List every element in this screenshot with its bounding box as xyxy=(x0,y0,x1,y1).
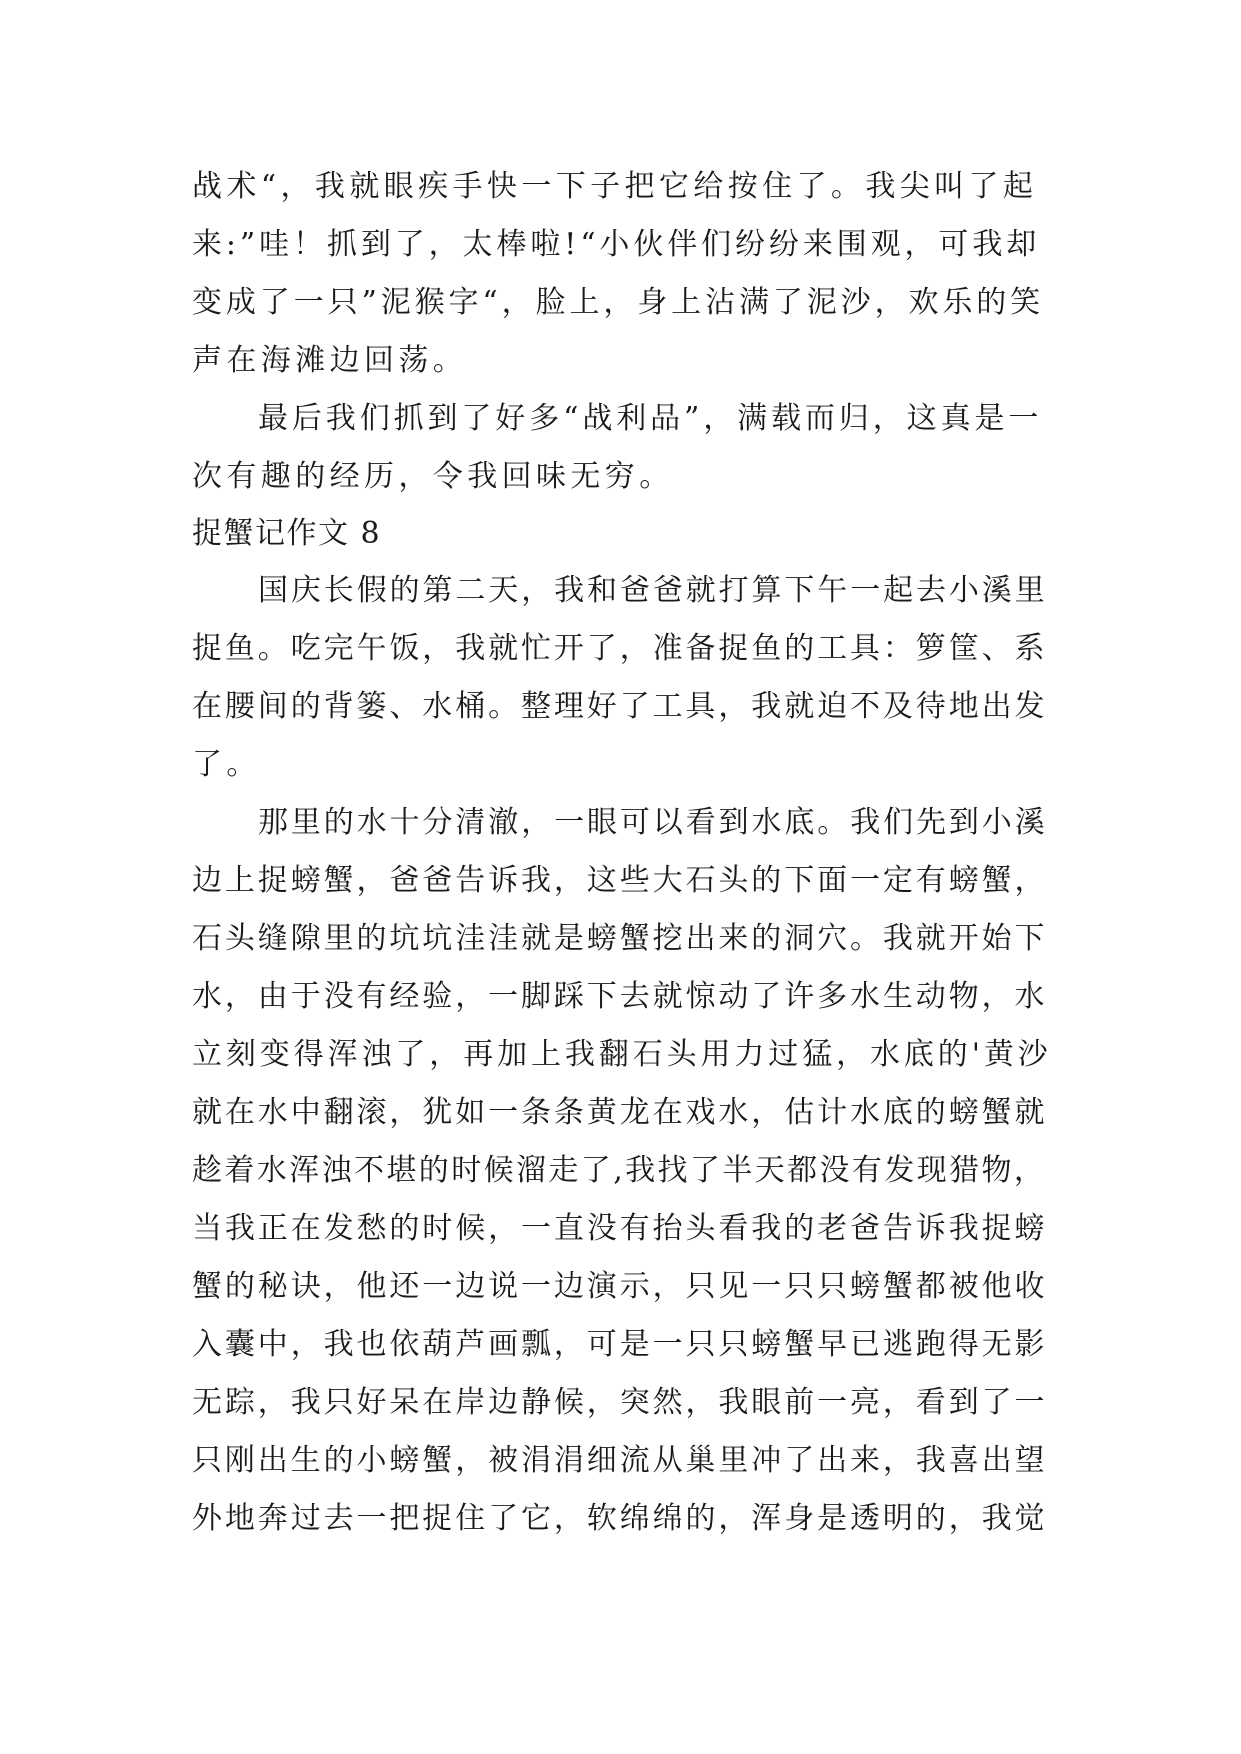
text-line: 外地奔过去一把捉住了它，软绵绵的，浑身是透明的，我觉 xyxy=(192,1501,1048,1536)
text-line: 趁着水浑浊不堪的时候溜走了,我找了半天都没有发现猎物， xyxy=(192,1153,1047,1188)
text-line: 无踪，我只好呆在岸边静候，突然，我眼前一亮，看到了一 xyxy=(192,1385,1048,1420)
paragraph-first-line: 国庆长假的第二天，我和爸爸就打算下午一起去小溪里 xyxy=(258,573,1048,608)
text-line: 声在海滩边回荡。 xyxy=(192,343,468,378)
text-line: 捉鱼。吃完午饭，我就忙开了，准备捉鱼的工具：箩筐、系 xyxy=(192,631,1048,666)
text-line: 立刻变得浑浊了，再加上我翻石头用力过猛，水底的'黄沙 xyxy=(192,1037,1052,1072)
text-line: 就在水中翻滚，犹如一条条黄龙在戏水，估计水底的螃蟹就 xyxy=(192,1095,1048,1130)
paragraph-first-line: 最后我们抓到了好多“战利品”，满载而归，这真是一 xyxy=(258,401,1043,436)
text-line: 战术“，我就眼疾手快一下子把它给按住了。我尖叫了起 xyxy=(192,169,1038,204)
text-line: 水，由于没有经验，一脚踩下去就惊动了许多水生动物，水 xyxy=(192,979,1048,1014)
text-line: 在腰间的背篓、水桶。整理好了工具，我就迫不及待地出发 xyxy=(192,689,1048,724)
text-line: 边上捉螃蟹，爸爸告诉我，这些大石头的下面一定有螃蟹， xyxy=(192,863,1048,898)
text-line: 只刚出生的小螃蟹，被涓涓细流从巢里冲了出来，我喜出望 xyxy=(192,1443,1048,1478)
text-line: 当我正在发愁的时候，一直没有抬头看我的老爸告诉我捉螃 xyxy=(192,1211,1048,1246)
section-heading: 捉蟹记作文 8 xyxy=(192,516,382,551)
text-line: 次有趣的经历，令我回味无穷。 xyxy=(192,459,674,494)
paragraph-first-line: 那里的水十分清澈，一眼可以看到水底。我们先到小溪 xyxy=(258,805,1048,840)
text-line: 入囊中，我也依葫芦画瓢，可是一只只螃蟹早已逃跑得无影 xyxy=(192,1327,1048,1362)
text-line: 变成了一只”泥猴字“，脸上，身上沾满了泥沙，欢乐的笑 xyxy=(192,285,1045,320)
text-line: 来:”哇！抓到了，太棒啦!“小伙伴们纷纷来围观，可我却 xyxy=(192,227,1041,262)
text-line: 蟹的秘诀，他还一边说一边演示，只见一只只螃蟹都被他收 xyxy=(192,1269,1048,1304)
text-line: 石头缝隙里的坑坑洼洼就是螃蟹挖出来的洞穴。我就开始下 xyxy=(192,921,1048,956)
text-line: 了。 xyxy=(192,747,261,782)
